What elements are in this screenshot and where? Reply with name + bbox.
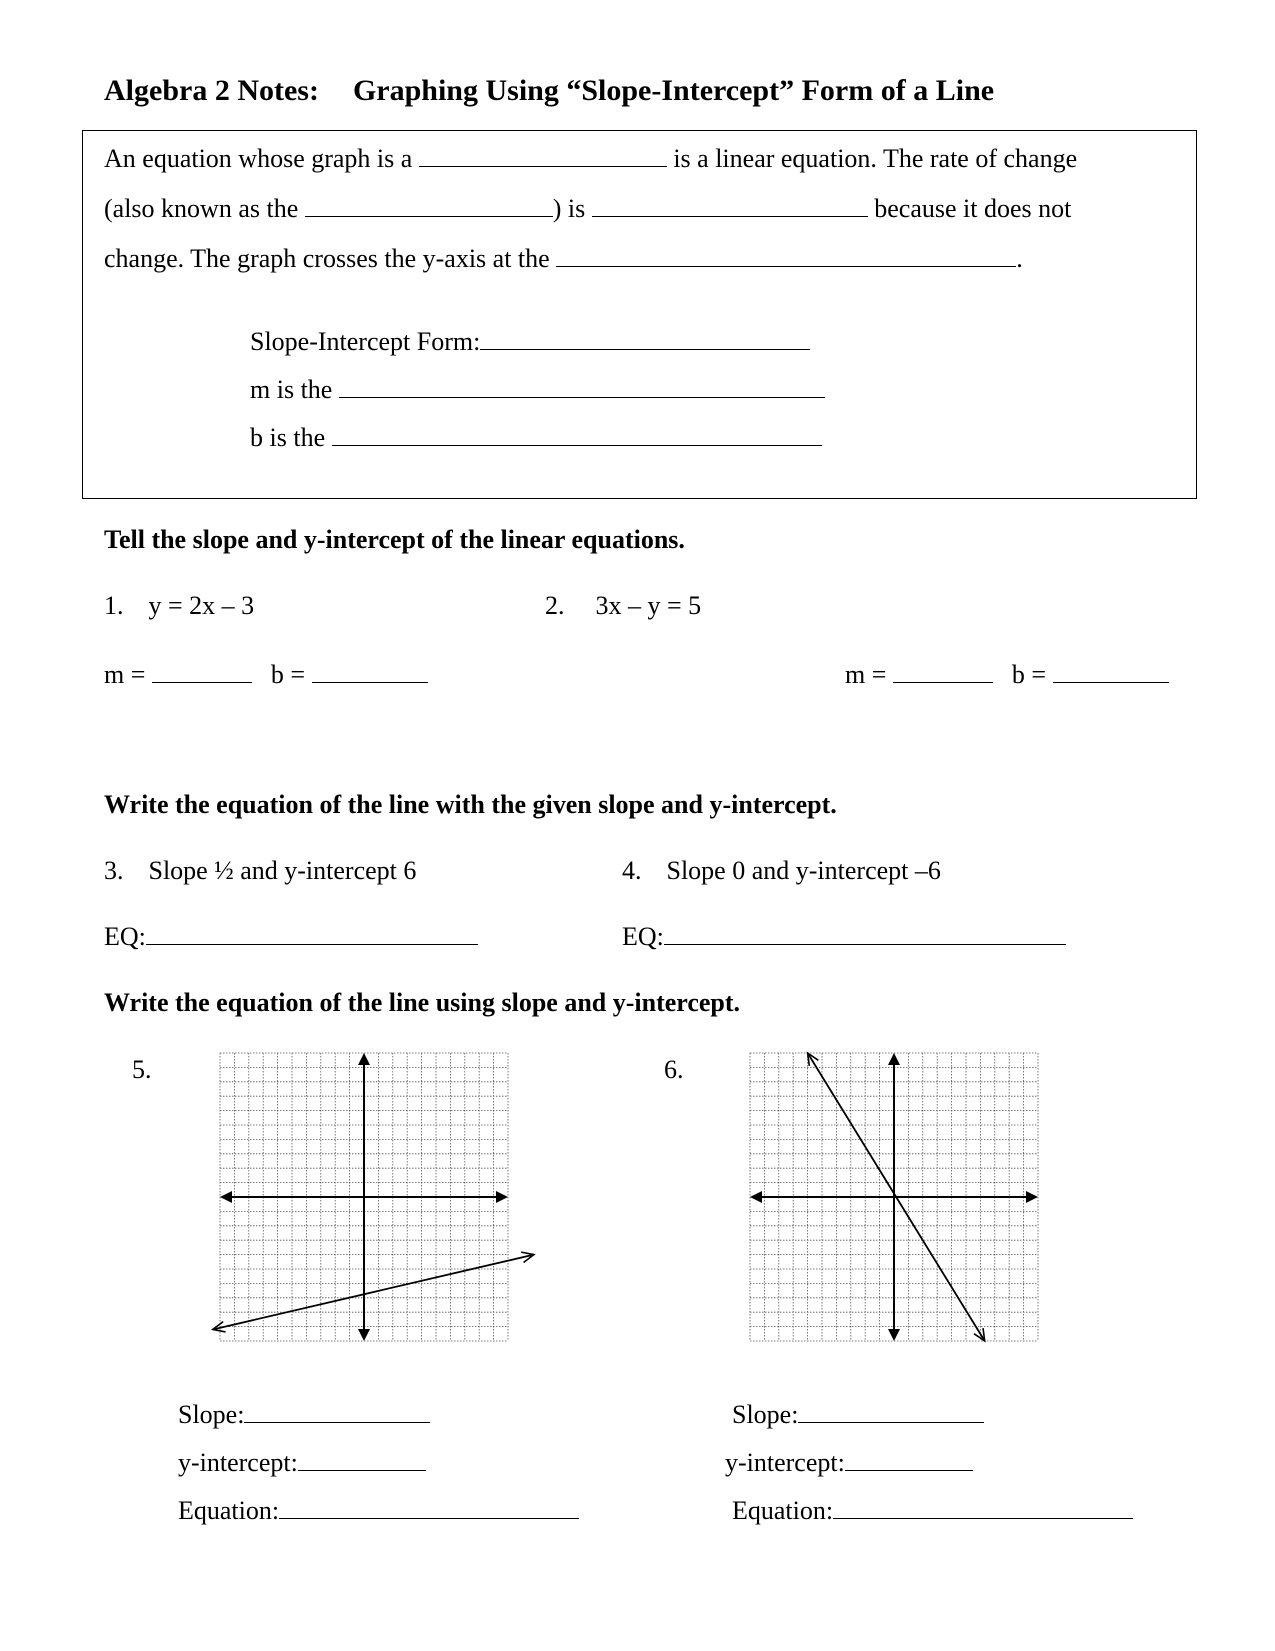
m-answer-blank[interactable]: [893, 660, 993, 683]
eq-blank[interactable]: [664, 922, 1066, 945]
problem-text: Slope ½ and y-intercept 6: [148, 856, 417, 885]
def-text: is a linear equation. The rate of change: [673, 144, 1078, 173]
yint-label: y-intercept:: [725, 1448, 845, 1477]
y-axis-arrow-up: [888, 1053, 900, 1065]
equation-label: Equation:: [732, 1496, 834, 1525]
m-definition-line: [250, 375, 825, 405]
equation-blank[interactable]: [833, 1496, 1133, 1519]
problem-equation: 3x – y = 5: [595, 591, 702, 620]
problem-4-answer: [622, 922, 1066, 952]
def-text: change. The graph crosses the y-axis at the: [104, 244, 550, 273]
problem-5-number: 5.: [132, 1055, 152, 1084]
m-label: m is the: [250, 375, 333, 404]
x-axis-arrow-right: [496, 1191, 508, 1203]
answer-blank[interactable]: [305, 194, 553, 217]
b-answer-label: b =: [270, 660, 306, 689]
eq-blank[interactable]: [146, 922, 478, 945]
answer-blank[interactable]: [592, 194, 868, 217]
m-answer-label: m =: [845, 660, 887, 689]
problem-6-equation: [732, 1496, 1133, 1526]
def-text: because it does not: [874, 194, 1072, 223]
eq-label: EQ:: [622, 922, 664, 951]
title-topic: Graphing Using “Slope-Intercept” Form of a Line: [352, 74, 995, 107]
problem-number: 4.: [622, 856, 642, 885]
section-heading-write-equation: Write the equation of the line with the given slope and y-intercept.: [104, 790, 837, 819]
def-text: An equation whose graph is a: [104, 144, 413, 173]
definition-line-3: [104, 244, 1023, 274]
b-answer-blank[interactable]: [312, 660, 428, 683]
y-axis-arrow-down: [888, 1329, 900, 1341]
answer-blank[interactable]: [556, 244, 1016, 267]
m-blank[interactable]: [339, 375, 825, 398]
b-answer-label: b =: [1011, 660, 1047, 689]
y-axis-arrow-down: [358, 1329, 370, 1341]
problem-6-slope: [732, 1400, 984, 1430]
title-course: Algebra 2 Notes:: [104, 74, 319, 107]
def-text: (also known as the: [104, 194, 299, 223]
slope-blank[interactable]: [244, 1400, 430, 1423]
b-answer-blank[interactable]: [1053, 660, 1169, 683]
line-arrow-end: [974, 1328, 985, 1341]
problem-equation: y = 2x – 3: [148, 591, 255, 620]
problem-6-yintercept: [725, 1448, 973, 1478]
coordinate-grid-problem-6: [749, 1052, 1061, 1342]
def-text: ) is: [552, 194, 586, 223]
problem-3: [104, 856, 416, 886]
def-text: .: [1016, 244, 1023, 273]
problem-1-answers: [104, 660, 428, 690]
problem-5-equation: [178, 1496, 579, 1526]
slope-intercept-form-line: [250, 327, 810, 357]
m-answer-label: m =: [104, 660, 146, 689]
eq-label: EQ:: [104, 922, 146, 951]
problem-number: 1.: [104, 591, 124, 620]
section-heading-slope-intercept: Tell the slope and y-intercept of the linear equations.: [104, 525, 685, 554]
coordinate-grid-problem-5: [219, 1052, 509, 1342]
equation-label: Equation:: [178, 1496, 280, 1525]
y-axis-arrow-up: [358, 1053, 370, 1065]
problem-2: [545, 591, 701, 621]
yint-blank[interactable]: [845, 1448, 973, 1471]
x-axis-arrow-left: [750, 1191, 762, 1203]
problem-3-answer: [104, 922, 478, 952]
problem-6-number: 6.: [664, 1055, 684, 1084]
b-blank[interactable]: [332, 423, 822, 446]
answer-blank[interactable]: [419, 144, 667, 167]
section-heading-graph-equation: Write the equation of the line using slope and y-intercept.: [104, 988, 741, 1017]
definition-line-1: [104, 144, 1077, 174]
m-answer-blank[interactable]: [152, 660, 252, 683]
problem-5-yintercept: [178, 1448, 426, 1478]
form-label: Slope-Intercept Form:: [250, 327, 481, 356]
yint-blank[interactable]: [298, 1448, 426, 1471]
slope-label: Slope:: [178, 1400, 245, 1429]
problem-text: Slope 0 and y-intercept –6: [666, 856, 941, 885]
problem-5-slope: [178, 1400, 430, 1430]
problem-1: [104, 591, 254, 621]
problem-number: 3.: [104, 856, 124, 885]
x-axis-arrow-right: [1026, 1191, 1038, 1203]
x-axis-arrow-left: [220, 1191, 232, 1203]
problem-2-answers: [845, 660, 1169, 690]
line-arrow-start: [808, 1053, 819, 1066]
graphed-line: [213, 1255, 534, 1330]
problem-4: [622, 856, 941, 886]
page-title: [104, 74, 994, 108]
slope-label: Slope:: [732, 1400, 799, 1429]
b-definition-line: [250, 423, 822, 453]
definition-line-2: [104, 194, 1071, 224]
b-label: b is the: [250, 423, 326, 452]
slope-blank[interactable]: [798, 1400, 984, 1423]
equation-blank[interactable]: [279, 1496, 579, 1519]
form-blank[interactable]: [480, 327, 810, 350]
yint-label: y-intercept:: [178, 1448, 298, 1477]
problem-number: 2.: [545, 591, 565, 620]
